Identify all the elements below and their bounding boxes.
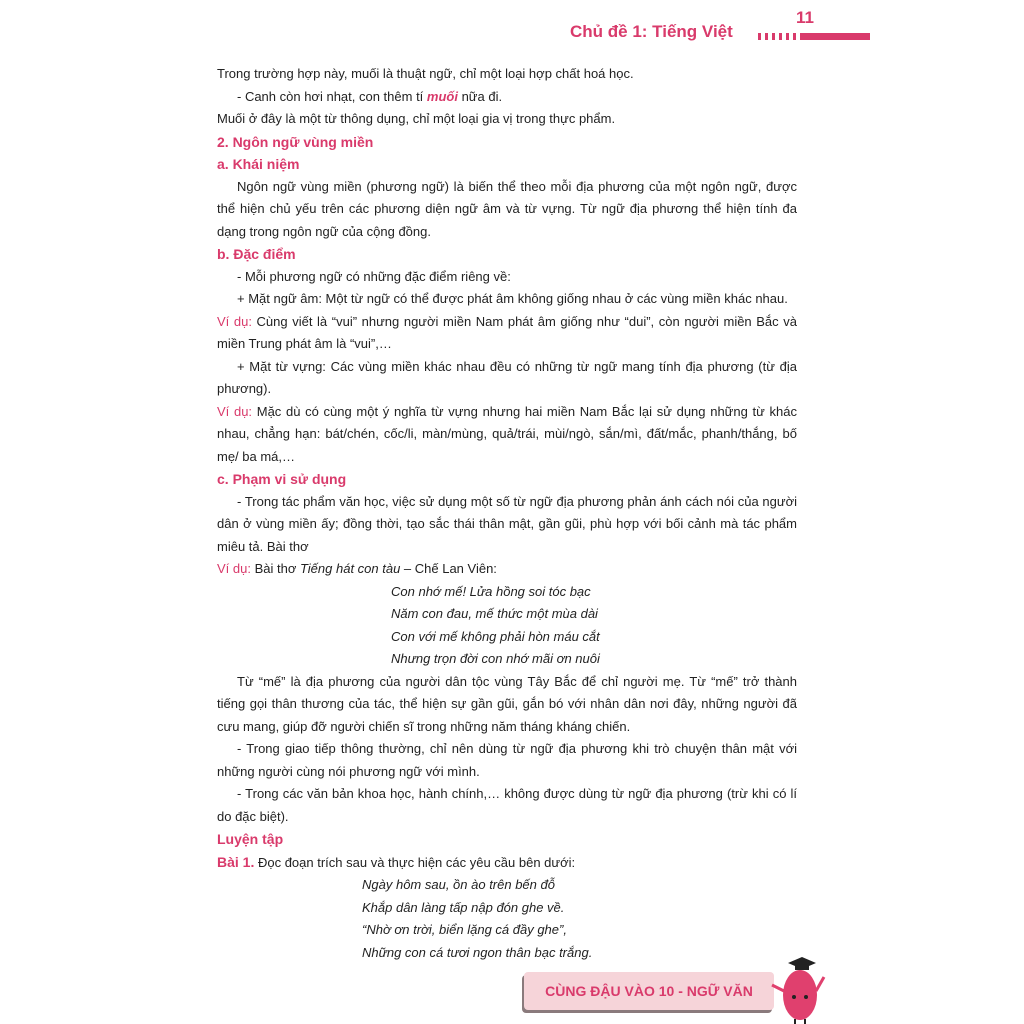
paragraph: Ngôn ngữ vùng miền (phương ngữ) là biến thể theo mỗi địa phương của một ngôn ngữ, được thể hiện chủ yếu trên các phương diện ngữ âm và từ vựng. Từ ngữ địa phương thể hiện tính đa dạng trong ngôn ngữ của cộng đồng.	[217, 178, 797, 239]
poem-line: Những con cá tươi ngon thân bạc trắng.	[362, 944, 593, 960]
section-heading: Luyện tập	[217, 831, 284, 847]
subheading: a. Khái niệm	[217, 156, 300, 172]
exercise: Bài 1. Đọc đoạn trích sau và thực hiện các yêu cầu bên dưới:	[217, 853, 576, 870]
section-heading: 2. Ngôn ngữ vùng miền	[217, 133, 374, 150]
poem-line: Nhưng trọn đời con nhớ mãi ơn nuôi	[391, 651, 600, 666]
poem-line: Ngày hôm sau, ồn ào trên bến đỗ	[362, 877, 555, 892]
paragraph: Muối ở đây là một từ thông dụng, chỉ một loại gia vị trong thực phẩm.	[217, 111, 616, 126]
header-bar	[800, 33, 870, 40]
poem-line: “Nhờ ơn trời, biển lặng cá đầy ghe”,	[362, 922, 567, 937]
paragraph: + Mặt ngữ âm: Một từ ngữ có thể được phát âm không giống nhau ở các vùng miền khác nhau.	[237, 291, 788, 306]
chapter-title: Chủ đề 1: Tiếng Việt	[570, 22, 733, 41]
poem-line: Khắp dân làng tấp nập đón ghe về.	[362, 899, 565, 915]
paragraph: - Trong tác phẩm văn học, việc sử dụng một số từ ngữ địa phương phản ánh cách nói của người dân ở vùng miền ấy; đồng thời, tạo sắc thái thân mật, gần gũi, phù hợp với bối cảnh mà tác phẩm miêu tả. Bài thơ	[217, 493, 797, 554]
paragraph: + Mặt từ vựng: Các vùng miền khác nhau đều có những từ ngữ mang tính địa phương (từ địa phương).	[217, 358, 797, 396]
subheading: c. Phạm vi sử dụng	[217, 471, 347, 487]
poem-line: Con nhớ mế! Lửa hồng soi tóc bạc	[391, 583, 591, 599]
page-number: 11	[796, 8, 814, 27]
paragraph: Từ “mế” là địa phương của người dân tộc vùng Tây Bắc để chỉ người mẹ. Từ “mế” trở thành tiếng gọi thân thương của tác, thể hiện sự gần gũi, gắn bó với nhân dân nơi đây, những người đã cưu mang, giúp đỡ người chiến sĩ trong những năm tháng kháng chiến.	[217, 673, 797, 734]
emphasis: muối	[426, 88, 458, 104]
example: Ví dụ: Bài thơ Tiếng hát con tàu – Chế Lan Viên:	[217, 561, 497, 576]
page-content	[217, 63, 797, 964]
example: Ví dụ: Mặc dù có cùng một ý nghĩa từ vựng nhưng hai miền Nam Bắc lại sử dụng những từ khác nhau, chẳng hạn: bát/chén, cốc/li, màn/mùng, quả/trái, mùi/ngò, sắn/mì, đất/mắc, phanh/thắng, bố mẹ/ ba má,…	[217, 403, 797, 464]
paragraph: - Trong các văn bản khoa học, hành chính,… không được dùng từ ngữ địa phương (trừ khi có lí do đặc biệt).	[217, 786, 797, 824]
poem-line: Năm con đau, mế thức một mùa dài	[391, 606, 598, 621]
bean-mascot-icon	[770, 955, 830, 1024]
footer-banner: CÙNG ĐẬU VÀO 10 - NGỮ VĂN	[524, 972, 774, 1010]
subheading: b. Đặc điểm	[217, 246, 296, 262]
example: Ví dụ: Cùng viết là “vui” nhưng người miền Nam phát âm giống như “dui”, còn người miền Bắc và miền Trung phát âm là “vui”,…	[217, 313, 797, 351]
paragraph: - Mỗi phương ngữ có những đặc điểm riêng về:	[237, 268, 511, 284]
paragraph: Trong trường hợp này, muối là thuật ngữ, chỉ một loại hợp chất hoá học.	[217, 66, 634, 81]
paragraph: - Canh còn hơi nhạt, con thêm tí muối nữa đi.	[237, 88, 503, 104]
poem-line: Con với mế không phải hòn máu cắt	[391, 628, 600, 644]
paragraph: - Trong giao tiếp thông thường, chỉ nên dùng từ ngữ địa phương khi trò chuyện thân mật với những người cùng nói phương ngữ với mình.	[217, 741, 797, 779]
